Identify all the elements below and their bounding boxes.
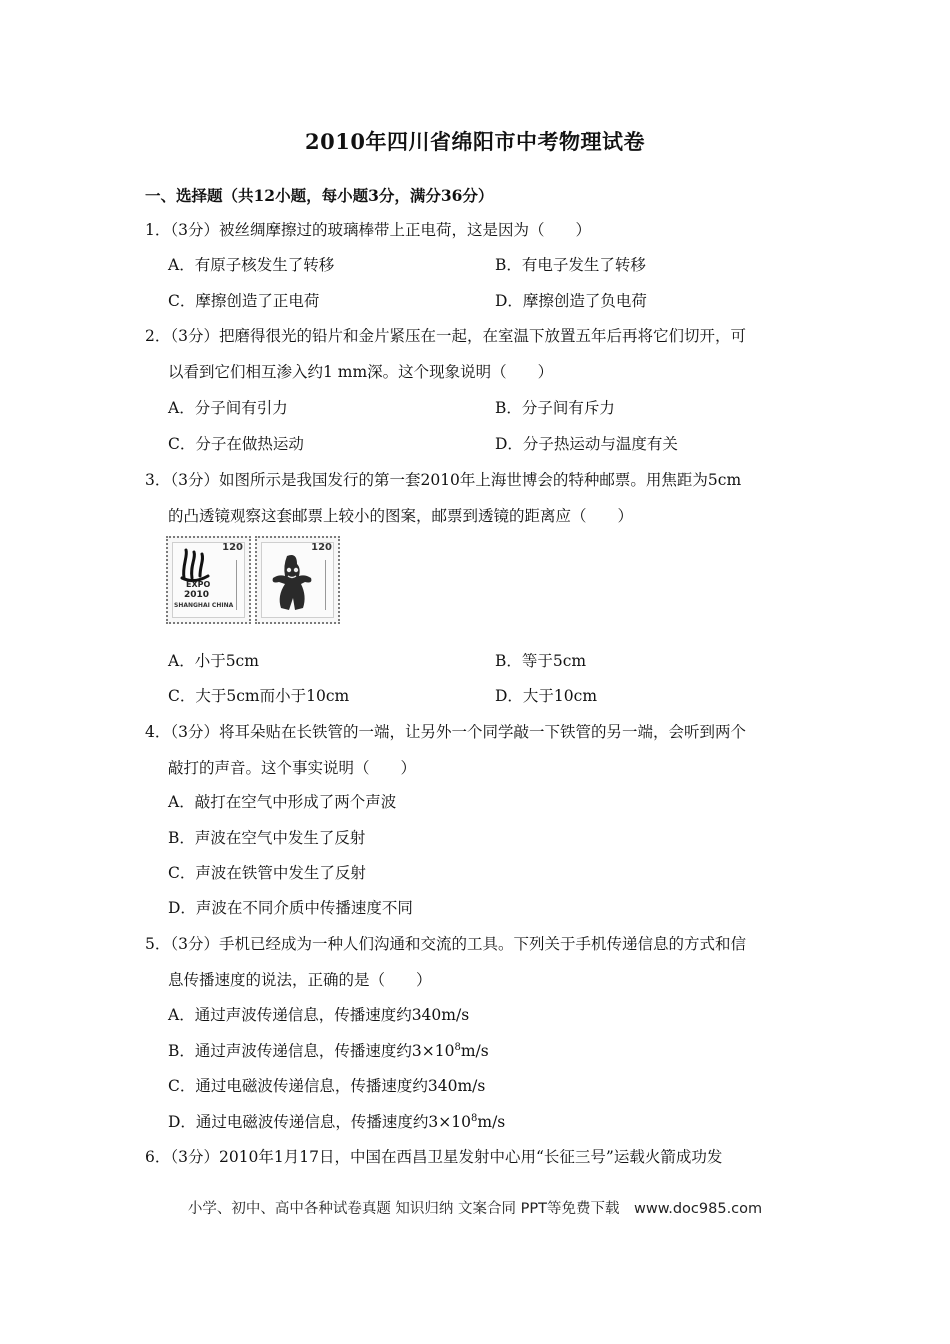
question-2-option-a: A．分子间有引力 bbox=[168, 399, 288, 417]
question-2-option-d: D．分子热运动与温度有关 bbox=[495, 435, 678, 453]
expo-year: 2010 bbox=[184, 590, 210, 600]
question-5-option-d-unit: m/s bbox=[477, 1113, 506, 1131]
question-2-option-c: C．分子在做热运动 bbox=[168, 435, 304, 453]
question-5-option-a: A．通过声波传递信息，传播速度约340m/s bbox=[168, 1006, 470, 1024]
question-6-stem-line1: 6．（3分）2010年1月17日，中国在西昌卫星发射中心用“长征三号”运载火箭成功发 bbox=[145, 1148, 723, 1166]
question-3-option-a: A．小于5cm bbox=[168, 652, 259, 670]
question-5-option-d bbox=[168, 1110, 505, 1132]
question-4-stem-line2: 敲打的声音。这个事实说明（ ） bbox=[168, 759, 417, 777]
question-3-option-b: B．等于5cm bbox=[495, 652, 587, 670]
question-1-option-c: C．摩擦创造了正电荷 bbox=[168, 292, 320, 310]
question-5-option-b-text: B．通过声波传递信息，传播速度约3×10 bbox=[168, 1042, 455, 1060]
question-4-option-a: A．敲打在空气中形成了两个声波 bbox=[168, 793, 397, 811]
mascot-stamp bbox=[255, 536, 340, 624]
question-2-stem-line1: 2．（3分）把磨得很光的铅片和金片紧压在一起，在室温下放置五年后再将它们切开，可 bbox=[145, 327, 746, 345]
question-4-stem-line1: 4．（3分）将耳朵贴在长铁管的一端，让另外一个同学敲一下铁管的另一端，会听到两个 bbox=[145, 723, 746, 741]
question-5-stem-line2: 息传播速度的说法，正确的是（ ） bbox=[168, 971, 432, 989]
expo-logo-stamp bbox=[166, 536, 251, 624]
question-3-stem-line1: 3．（3分）如图所示是我国发行的第一套2010年上海世博会的特种邮票。用焦距为5cm bbox=[145, 471, 742, 489]
stamp-price: 120 bbox=[311, 542, 332, 553]
question-4-option-c: C．声波在铁管中发生了反射 bbox=[168, 864, 366, 882]
question-5-option-d-text: D．通过电磁波传递信息，传播速度约3×10 bbox=[168, 1113, 472, 1131]
question-2-option-b: B．分子间有斥力 bbox=[495, 399, 615, 417]
question-4-option-b: B．声波在空气中发生了反射 bbox=[168, 829, 366, 847]
mascot-icon bbox=[267, 552, 319, 614]
question-5-option-b bbox=[168, 1039, 489, 1061]
page-footer: 小学、初中、高中各种试卷真题 知识归纳 文案合同 PPT等免费下载 www.doc985.com bbox=[187, 1201, 763, 1217]
question-5-option-c: C．通过电磁波传递信息，传播速度约340m/s bbox=[168, 1077, 486, 1095]
question-2-stem-line2: 以看到它们相互渗入约1 mm深。这个现象说明（ ） bbox=[168, 363, 554, 381]
question-1-stem: 1．（3分）被丝绸摩擦过的玻璃棒带上正电荷，这是因为（ ） bbox=[145, 221, 591, 239]
question-5-option-b-unit: m/s bbox=[460, 1042, 489, 1060]
question-1-option-a: A．有原子核发生了转移 bbox=[168, 256, 335, 274]
question-5-option-b-exponent: 8 bbox=[454, 1041, 461, 1053]
stamp-price: 120 bbox=[222, 542, 243, 553]
question-5-option-d-exponent: 8 bbox=[471, 1112, 478, 1124]
question-3-option-c: C．大于5cm而小于10cm bbox=[168, 687, 350, 705]
expo-label: EXPO bbox=[186, 580, 211, 589]
question-4-option-d: D．声波在不同介质中传播速度不同 bbox=[168, 899, 413, 917]
expo-city: SHANGHAI CHINA bbox=[174, 602, 234, 609]
section-heading: 一、选择题（共12小题，每小题3分，满分36分） bbox=[145, 186, 494, 205]
question-1-option-d: D．摩擦创造了负电荷 bbox=[495, 292, 647, 310]
stamp-vertical-text bbox=[236, 560, 243, 610]
question-3-option-d: D．大于10cm bbox=[495, 687, 598, 705]
expo-stamps-figure bbox=[166, 536, 342, 626]
question-1-option-b: B．有电子发生了转移 bbox=[495, 256, 646, 274]
question-5-stem-line1: 5．（3分）手机已经成为一种人们沟通和交流的工具。下列关于手机传递信息的方式和信 bbox=[145, 935, 746, 953]
expo-logo-icon bbox=[178, 548, 218, 584]
exam-title: 2010年四川省绵阳市中考物理试卷 bbox=[305, 129, 645, 154]
question-3-stem-line2: 的凸透镜观察这套邮票上较小的图案，邮票到透镜的距离应（ ） bbox=[168, 507, 634, 525]
stamp-vertical-text bbox=[325, 560, 332, 610]
